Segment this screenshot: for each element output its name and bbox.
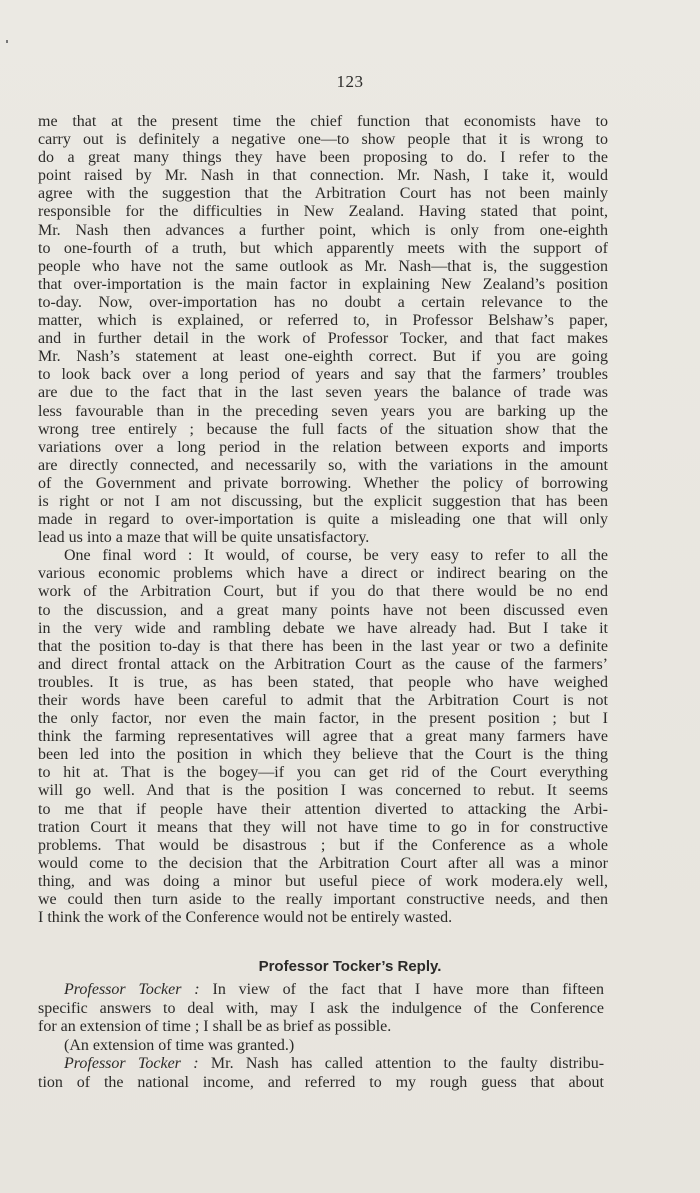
text-line: lead us into a maze that will be quite unsatisfactory. — [38, 529, 370, 547]
text-line: is right or not I am not discussing, but the explicit suggestion that has been — [38, 492, 608, 510]
text-line: various economic problems which have a direct or indirect bearing on the — [38, 565, 608, 583]
reply-line — [38, 1055, 604, 1074]
text-line: responsible for the difficulties in New Zealand. Having stated that point, — [38, 203, 608, 221]
reply-line: (An extension of time was granted.) — [64, 1036, 295, 1054]
text-line: problems. That would be disastrous ; but if the Conference as a whole — [38, 836, 608, 854]
text-line: matter, which is explained, or referred to, in Professor Belshaw’s paper, — [38, 312, 608, 330]
text-line: made in regard to over-importation is quite a misleading one that will only — [38, 511, 608, 529]
reply-line-text: Mr. Nash has called attention to the faulty distribu- — [210, 1055, 605, 1073]
text-line: point raised by Mr. Nash in that connection. Mr. Nash, I take it, would — [38, 167, 608, 185]
reply-line: tion of the national income, and referred to my rough guess that about — [38, 1073, 604, 1091]
text-line: thing, and was doing a minor but useful piece of work modera.ely well, — [38, 872, 608, 890]
text-line: work of the Arbitration Court, but if you do that there would be no end — [38, 583, 608, 601]
text-line: troubles. It is true, as has been stated, that people who have weighed — [38, 673, 608, 691]
text-line: to the discussion, and a great many points have not been discussed even — [38, 601, 608, 619]
text-line: are directly connected, and necessarily so, with the variations in the amount — [38, 456, 608, 474]
text-line: Mr. Nash’s statement at least one-eighth correct. But if you are going — [38, 348, 608, 366]
text-line: carry out is definitely a negative one—to show people that it is wrong to — [38, 131, 608, 149]
speaker-name: Professor Tocker : — [64, 981, 200, 998]
text-line: that over-importation is the main factor in explaining New Zealand’s position — [38, 275, 608, 293]
text-line: less favourable than in the preceding seven years you are barking up the — [38, 402, 608, 420]
text-line: and direct frontal attack on the Arbitration Court as the cause of the farmers’ — [38, 655, 608, 673]
text-line: think the farming representatives will agree that a great many farmers have — [38, 728, 608, 746]
text-line: Mr. Nash then advances a further point, which is only from one-eighth — [38, 221, 608, 239]
text-line: will go well. And that is the position I was concerned to rebut. It seems — [38, 782, 608, 800]
text-line: in the very wide and rambling debate we have already had. But I take it — [38, 619, 608, 637]
text-line: that the position to-day is that there has been in the last year or two a definite — [38, 637, 608, 655]
text-line: would come to the decision that the Arbitration Court after all was a minor — [38, 854, 608, 872]
text-line: One final word : It would, of course, be very easy to refer to all the — [64, 547, 608, 565]
text-line: the only factor, nor even the main factor, in the present position ; but I — [38, 710, 608, 728]
text-line: I think the work of the Conference would not be entirely wasted. — [38, 909, 453, 927]
text-line: to-day. Now, over-importation has no doubt a certain relevance to the — [38, 293, 608, 311]
reply-line-text: In view of the fact that I have more than fifteen — [212, 981, 605, 998]
text-line: to one-fourth of a truth, but which apparently meets with the support of — [38, 239, 608, 257]
text-line: to me that if people have their attention diverted to attacking the Arbi- — [38, 800, 608, 818]
reply-line: specific answers to deal with, may I ask the indulgence of the Conference — [38, 999, 604, 1017]
text-line: me that at the present time the chief function that economists have to — [38, 113, 608, 130]
reply-line: for an extension of time ; I shall be as brief as possible. — [38, 1018, 392, 1036]
text-line: to hit at. That is the bogey—if you can get rid of the Court everything — [38, 764, 608, 782]
text-line: of the Government and private borrowing. Whether the policy of borrowing — [38, 474, 608, 492]
text-line: do a great many things they have been proposing to do. I refer to the — [38, 149, 608, 167]
text-line: people who have not the same outlook as Mr. Nash—that is, the suggestion — [38, 257, 608, 275]
text-line: tration Court it means that they will not have time to go in for constructive — [38, 818, 608, 836]
text-line: wrong tree entirely ; because the full facts of the situation show that the — [38, 420, 608, 438]
text-line: their words have been careful to admit that the Arbitration Court is not — [38, 692, 608, 709]
text-line: to look back over a long period of years and say that the farmers’ troubles — [38, 366, 608, 384]
text-line: are due to the fact that in the last seven years the balance of trade was — [38, 384, 608, 402]
page-edge-mark — [6, 40, 8, 43]
reply-text — [38, 981, 604, 1093]
text-line: and in further detail in the work of Professor Tocker, and that fact makes — [38, 330, 608, 348]
text-line: variations over a long period in the relation between exports and imports — [38, 438, 608, 456]
text-line: agree with the suggestion that the Arbitration Court has not been mainly — [38, 185, 608, 203]
text-line: we could then turn aside to the really important constructive needs, and then — [38, 891, 608, 909]
page-number: 123 — [336, 72, 364, 91]
speaker-name: Professor Tocker : — [64, 1055, 199, 1073]
section-heading: Professor Tocker’s Reply. — [258, 958, 442, 975]
reply-line — [38, 981, 604, 1000]
text-line: been led into the position in which they believe that the Court is the thing — [38, 746, 608, 764]
body-text — [38, 113, 608, 927]
